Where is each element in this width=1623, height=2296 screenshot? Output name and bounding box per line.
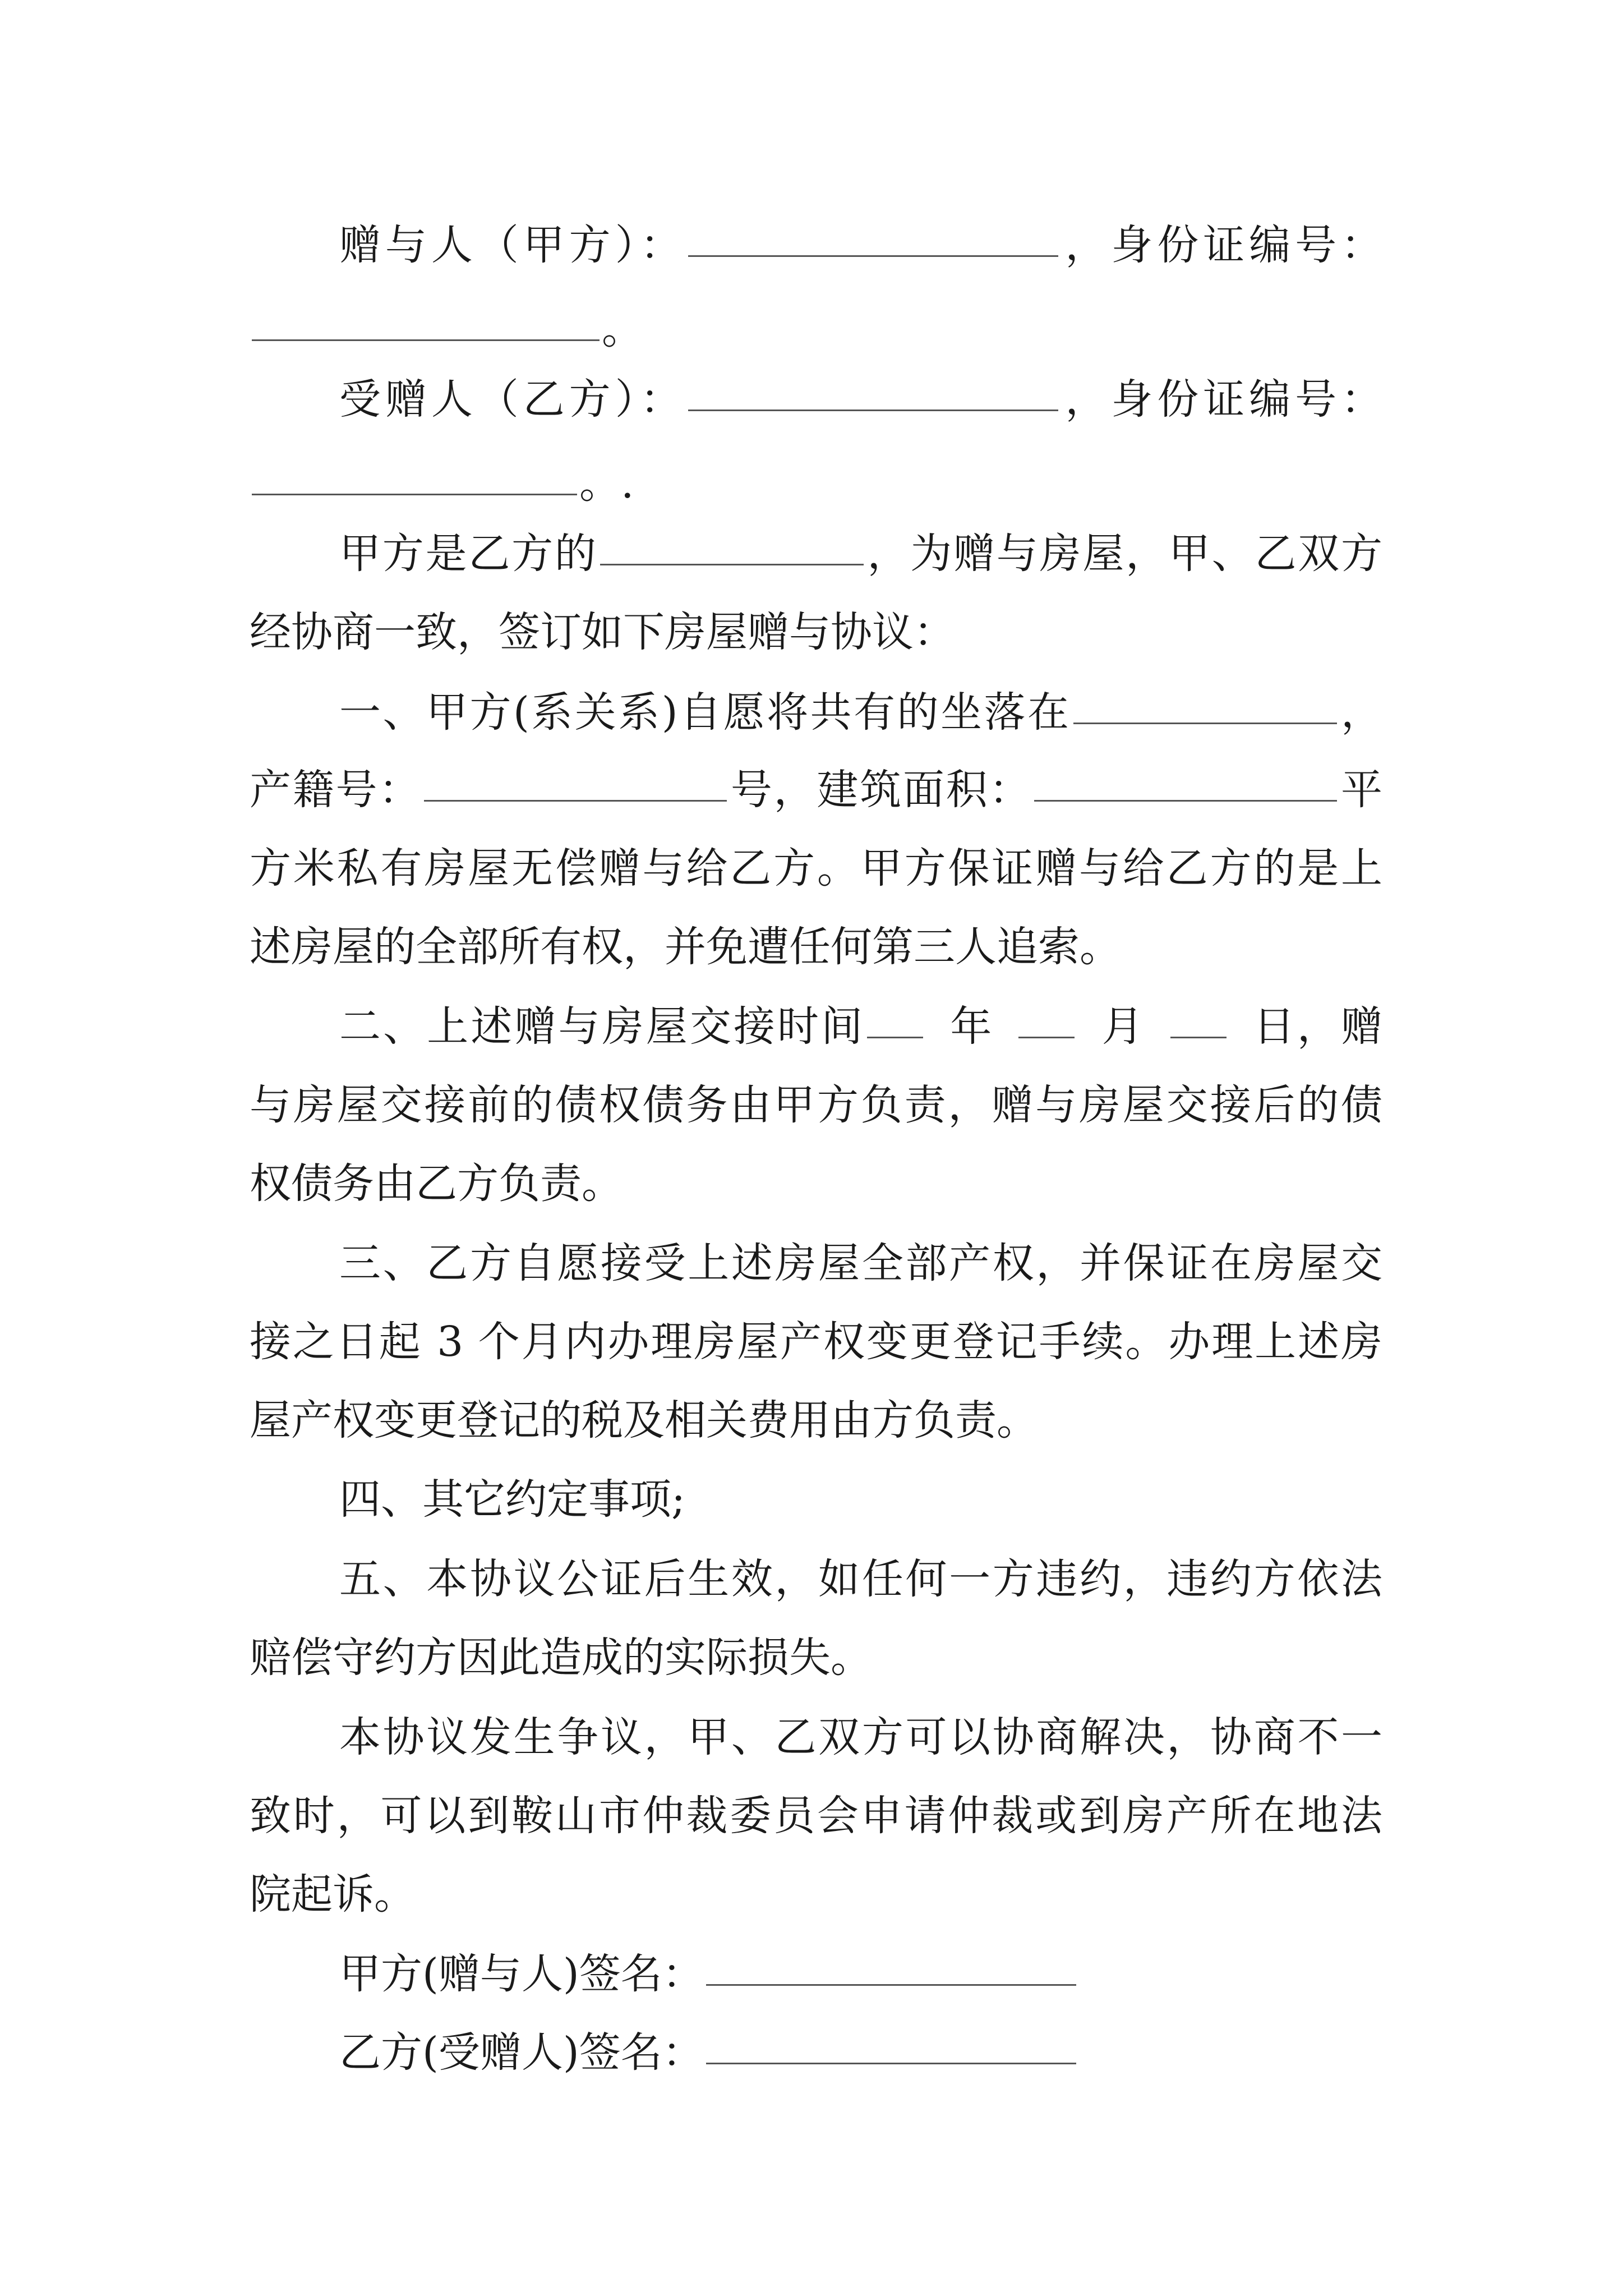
donee-id-end: 。. — [579, 459, 634, 508]
donor-signature-line — [339, 1940, 1382, 2008]
dispute-text-a: 本协议发生争议，甲、乙双方可以协商解决，协商不一 — [339, 1713, 1382, 1761]
donor-id-end: 。 — [602, 305, 643, 353]
clause3-line-1 — [339, 1230, 1382, 1297]
donee-line — [339, 366, 1382, 433]
donee-id-line — [250, 450, 1382, 517]
clause3-line-3 — [250, 1387, 1382, 1454]
donor-line — [339, 211, 1382, 279]
clause1-text-c: 产籍号： — [250, 766, 422, 814]
clause2-line-3 — [250, 1150, 1382, 1217]
clause1-text-b: ， — [1339, 688, 1383, 737]
donee-id-label: ，身份证编号： — [1061, 375, 1383, 424]
clause5-text-a: 五、本协议公证后生效，如任何一方违约，违约方依法 — [339, 1555, 1382, 1603]
relation-text-a: 甲方是乙方的 — [339, 530, 598, 578]
clause1-line-4 — [250, 913, 1382, 981]
donee-signature-blank[interactable] — [706, 2062, 1076, 2064]
dispute-text-c: 院起诉。 — [250, 1870, 416, 1918]
clause1-text-d: 号，建筑面积： — [729, 766, 1032, 814]
donee-signature-label: 乙方(受赠人)签名： — [339, 2028, 704, 2077]
relation-blank[interactable] — [600, 563, 864, 565]
donor-label: 赠与人（甲方）： — [339, 221, 686, 269]
donee-name-blank[interactable] — [688, 409, 1058, 411]
property-no-blank[interactable] — [424, 799, 727, 802]
clause3-text-b: 接之日起 3 个月内办理房屋产权变更登记手续。办理上述房 — [250, 1318, 1382, 1366]
donor-id-line — [250, 296, 1382, 363]
clause5-line-2 — [250, 1624, 1382, 1691]
donor-signature-blank[interactable] — [706, 1984, 1076, 1986]
clause1-text-e: 平 — [1339, 766, 1383, 814]
clause3-text-a: 三、乙方自愿接受上述房屋全部产权，并保证在房屋交 — [339, 1239, 1382, 1287]
clause4-line — [339, 1466, 1382, 1533]
clause2-text-a: 二、上述赠与房屋交接时间 — [339, 1002, 865, 1051]
clause2-text-c: 权债务由乙方负责。 — [250, 1159, 623, 1208]
donee-label: 受赠人（乙方）： — [339, 375, 686, 424]
clause1-line-3 — [250, 835, 1382, 902]
donee-signature-line — [339, 2019, 1382, 2086]
year-blank[interactable] — [867, 1036, 923, 1038]
clause2-line-2 — [250, 1071, 1382, 1139]
clause3-line-2 — [250, 1308, 1382, 1375]
month-blank[interactable] — [1018, 1036, 1075, 1038]
clause4-text: 四、其它约定事项; — [339, 1475, 685, 1524]
clause2-year: 年 — [948, 1002, 994, 1051]
clause2-month: 月 — [1099, 1002, 1146, 1051]
clause5-text-b: 赔偿守约方因此造成的实际损失。 — [250, 1634, 872, 1682]
clause1-line-1 — [339, 679, 1382, 746]
dispute-text-b: 致时，可以到鞍山市仲裁委员会申请仲裁或到房产所在地法 — [250, 1792, 1382, 1840]
day-blank[interactable] — [1170, 1036, 1227, 1038]
donor-id-blank[interactable] — [252, 339, 600, 341]
relation-line-2 — [250, 599, 1382, 666]
donee-id-blank[interactable] — [252, 493, 577, 495]
clause2-line-1 — [339, 993, 1382, 1060]
dispute-line-3 — [250, 1861, 1382, 1928]
dispute-line-2 — [250, 1782, 1382, 1849]
clause2-day: 日，赠 — [1251, 1002, 1383, 1051]
donor-id-label: ，身份证编号： — [1061, 221, 1383, 269]
donor-signature-label: 甲方(赠与人)签名： — [339, 1950, 704, 1998]
clause3-text-c: 屋产权变更登记的税及相关费用由方负责。 — [250, 1396, 1038, 1444]
clause1-text-f: 方米私有房屋无偿赠与给乙方。甲方保证赠与给乙方的是上 — [250, 844, 1382, 892]
clause2-text-b: 与房屋交接前的债权债务由甲方负责，赠与房屋交接后的债 — [250, 1081, 1382, 1129]
relation-line-1 — [339, 520, 1382, 587]
clause1-text-g: 述房屋的全部所有权，并免遭任何第三人追索。 — [250, 923, 1121, 971]
dispute-line-1 — [339, 1704, 1382, 1771]
relation-text-b: ，为赠与房屋，甲、乙双方 — [865, 530, 1383, 578]
location-blank[interactable] — [1073, 722, 1337, 724]
clause1-text-a: 一、甲方(系关系)自愿将共有的坐落在 — [339, 688, 1071, 737]
clause1-line-2 — [250, 756, 1382, 823]
area-blank[interactable] — [1034, 799, 1337, 802]
clause5-line-1 — [339, 1545, 1382, 1613]
donor-name-blank[interactable] — [688, 255, 1058, 257]
relation-text-c: 经协商一致，签订如下房屋赠与协议： — [250, 608, 955, 656]
